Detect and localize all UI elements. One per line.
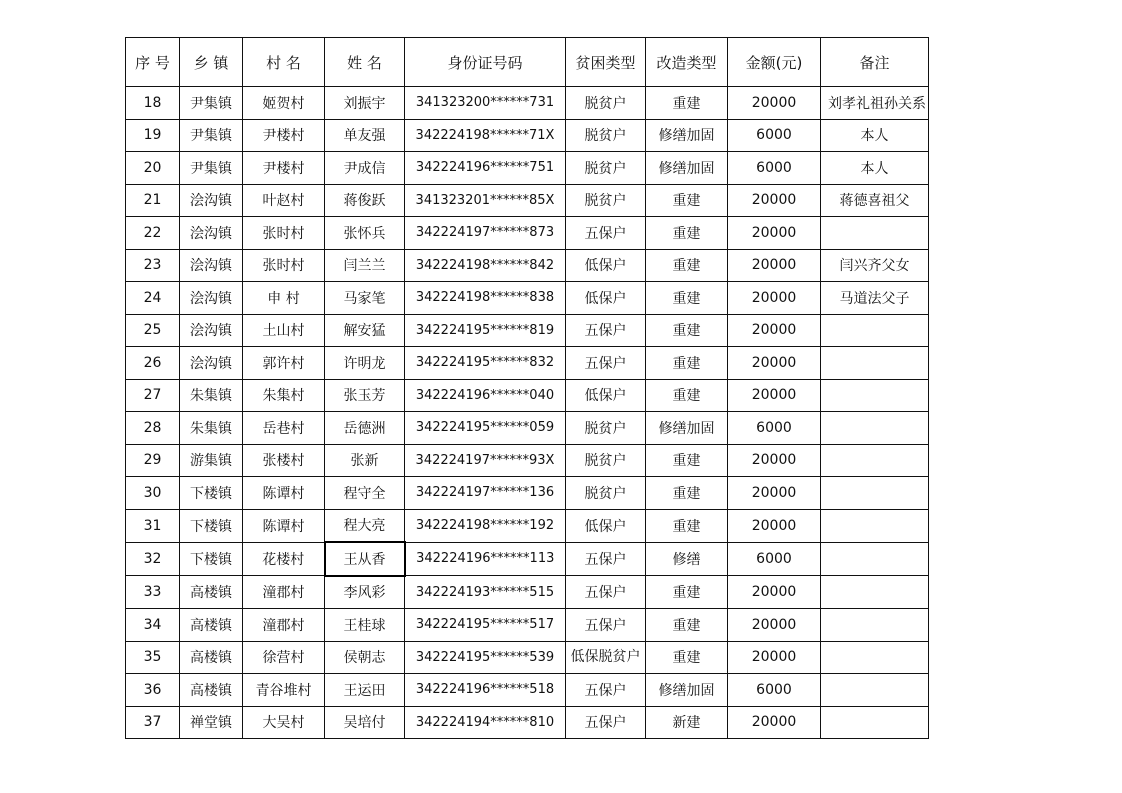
cell-notes [821, 509, 929, 542]
cell-poverty-type: 低保户 [566, 509, 646, 542]
cell-village: 青谷堆村 [243, 674, 325, 707]
cell-index: 20 [126, 152, 180, 185]
poverty-housing-table [125, 37, 929, 739]
header-renovation-type: 改造类型 [646, 38, 728, 87]
cell-poverty-type: 脱贫户 [566, 87, 646, 120]
cell-notes [821, 576, 929, 609]
cell-notes [821, 217, 929, 250]
cell-renovation-type: 重建 [646, 347, 728, 380]
header-poverty-type: 贫困类型 [566, 38, 646, 87]
table-row [126, 509, 929, 542]
cell-township: 浍沟镇 [180, 249, 243, 282]
cell-id-number: 342224195******539 [405, 641, 566, 674]
cell-name: 侯朝志 [325, 641, 405, 674]
cell-name: 王从香 [325, 542, 405, 576]
cell-renovation-type: 重建 [646, 444, 728, 477]
cell-village: 尹楼村 [243, 119, 325, 152]
cell-id-number: 342224198******192 [405, 509, 566, 542]
cell-poverty-type: 五保户 [566, 706, 646, 739]
cell-renovation-type: 重建 [646, 282, 728, 315]
cell-village: 姬贺村 [243, 87, 325, 120]
cell-name: 蒋俊跃 [325, 184, 405, 217]
cell-village: 尹楼村 [243, 152, 325, 185]
cell-name: 张玉芳 [325, 379, 405, 412]
cell-township: 尹集镇 [180, 119, 243, 152]
table-row [126, 184, 929, 217]
table-row [126, 444, 929, 477]
cell-notes [821, 542, 929, 576]
cell-village: 陈谭村 [243, 509, 325, 542]
cell-amount: 6000 [728, 542, 821, 576]
cell-index: 25 [126, 314, 180, 347]
cell-name: 闫兰兰 [325, 249, 405, 282]
cell-id-number: 341323200******731 [405, 87, 566, 120]
cell-amount: 20000 [728, 87, 821, 120]
cell-village: 张楼村 [243, 444, 325, 477]
table-row [126, 152, 929, 185]
table-row [126, 576, 929, 609]
cell-name: 许明龙 [325, 347, 405, 380]
cell-index: 35 [126, 641, 180, 674]
table-row [126, 347, 929, 380]
cell-amount: 6000 [728, 412, 821, 445]
cell-index: 29 [126, 444, 180, 477]
header-village: 村 名 [243, 38, 325, 87]
cell-township: 浍沟镇 [180, 314, 243, 347]
cell-id-number: 342224198******842 [405, 249, 566, 282]
cell-village: 张时村 [243, 249, 325, 282]
cell-index: 34 [126, 609, 180, 642]
cell-poverty-type: 脱贫户 [566, 477, 646, 510]
cell-index: 27 [126, 379, 180, 412]
cell-village: 张时村 [243, 217, 325, 250]
cell-amount: 20000 [728, 314, 821, 347]
cell-name: 李风彩 [325, 576, 405, 609]
table-row [126, 379, 929, 412]
cell-village: 叶赵村 [243, 184, 325, 217]
cell-renovation-type: 修缮加固 [646, 674, 728, 707]
cell-township: 浍沟镇 [180, 282, 243, 315]
table-row [126, 87, 929, 120]
cell-name: 王桂球 [325, 609, 405, 642]
cell-renovation-type: 修缮加固 [646, 412, 728, 445]
cell-notes [821, 706, 929, 739]
cell-poverty-type: 脱贫户 [566, 119, 646, 152]
cell-name: 吴培付 [325, 706, 405, 739]
cell-township: 游集镇 [180, 444, 243, 477]
table-row [126, 217, 929, 250]
cell-name: 张新 [325, 444, 405, 477]
cell-renovation-type: 重建 [646, 314, 728, 347]
cell-village: 郭许村 [243, 347, 325, 380]
cell-village: 陈谭村 [243, 477, 325, 510]
cell-id-number: 342224198******71X [405, 119, 566, 152]
table-row [126, 119, 929, 152]
cell-id-number: 342224196******518 [405, 674, 566, 707]
cell-renovation-type: 重建 [646, 217, 728, 250]
cell-village: 申 村 [243, 282, 325, 315]
cell-poverty-type: 五保户 [566, 347, 646, 380]
cell-name: 张怀兵 [325, 217, 405, 250]
cell-poverty-type: 五保户 [566, 314, 646, 347]
cell-notes [821, 444, 929, 477]
header-row [126, 38, 929, 87]
cell-amount: 20000 [728, 576, 821, 609]
cell-notes [821, 609, 929, 642]
cell-id-number: 342224197******873 [405, 217, 566, 250]
cell-notes [821, 379, 929, 412]
cell-id-number: 342224195******819 [405, 314, 566, 347]
cell-id-number: 342224194******810 [405, 706, 566, 739]
cell-amount: 20000 [728, 444, 821, 477]
cell-village: 岳巷村 [243, 412, 325, 445]
cell-id-number: 342224196******040 [405, 379, 566, 412]
cell-poverty-type: 脱贫户 [566, 444, 646, 477]
cell-township: 高楼镇 [180, 576, 243, 609]
cell-id-number: 342224197******93X [405, 444, 566, 477]
cell-name: 程大亮 [325, 509, 405, 542]
cell-notes: 闫兴齐父女 [821, 249, 929, 282]
cell-village: 徐营村 [243, 641, 325, 674]
cell-amount: 6000 [728, 152, 821, 185]
table-row [126, 706, 929, 739]
cell-index: 37 [126, 706, 180, 739]
cell-notes: 刘孝礼祖孙关系 [821, 87, 929, 120]
cell-index: 23 [126, 249, 180, 282]
cell-index: 28 [126, 412, 180, 445]
cell-poverty-type: 低保户 [566, 379, 646, 412]
cell-name: 刘振宇 [325, 87, 405, 120]
cell-renovation-type: 重建 [646, 249, 728, 282]
table-row [126, 249, 929, 282]
cell-renovation-type: 重建 [646, 576, 728, 609]
cell-poverty-type: 五保户 [566, 542, 646, 576]
cell-notes [821, 314, 929, 347]
header-id-number: 身份证号码 [405, 38, 566, 87]
cell-village: 大吴村 [243, 706, 325, 739]
cell-poverty-type: 脱贫户 [566, 152, 646, 185]
cell-village: 花楼村 [243, 542, 325, 576]
cell-index: 31 [126, 509, 180, 542]
cell-id-number: 342224197******136 [405, 477, 566, 510]
cell-township: 尹集镇 [180, 152, 243, 185]
cell-poverty-type: 低保脱贫户 [566, 641, 646, 674]
cell-notes [821, 412, 929, 445]
cell-poverty-type: 脱贫户 [566, 184, 646, 217]
cell-renovation-type: 修缮加固 [646, 152, 728, 185]
cell-township: 禅堂镇 [180, 706, 243, 739]
header-notes: 备注 [821, 38, 929, 87]
cell-amount: 20000 [728, 347, 821, 380]
cell-amount: 20000 [728, 249, 821, 282]
cell-renovation-type: 重建 [646, 184, 728, 217]
cell-id-number: 342224198******838 [405, 282, 566, 315]
cell-township: 浍沟镇 [180, 347, 243, 380]
cell-name: 王运田 [325, 674, 405, 707]
cell-amount: 6000 [728, 119, 821, 152]
cell-renovation-type: 修缮 [646, 542, 728, 576]
cell-township: 高楼镇 [180, 641, 243, 674]
cell-renovation-type: 重建 [646, 641, 728, 674]
cell-notes [821, 477, 929, 510]
cell-village: 潼郡村 [243, 609, 325, 642]
cell-village: 朱集村 [243, 379, 325, 412]
cell-poverty-type: 低保户 [566, 282, 646, 315]
cell-name: 岳德洲 [325, 412, 405, 445]
cell-amount: 20000 [728, 641, 821, 674]
cell-amount: 6000 [728, 674, 821, 707]
cell-renovation-type: 重建 [646, 87, 728, 120]
cell-amount: 20000 [728, 379, 821, 412]
cell-township: 朱集镇 [180, 412, 243, 445]
cell-amount: 20000 [728, 282, 821, 315]
cell-name: 单友强 [325, 119, 405, 152]
table-row [126, 282, 929, 315]
cell-poverty-type: 五保户 [566, 576, 646, 609]
cell-index: 26 [126, 347, 180, 380]
cell-township: 下楼镇 [180, 542, 243, 576]
cell-notes: 马道法父子 [821, 282, 929, 315]
cell-id-number: 342224193******515 [405, 576, 566, 609]
header-township: 乡 镇 [180, 38, 243, 87]
cell-index: 22 [126, 217, 180, 250]
cell-amount: 20000 [728, 609, 821, 642]
cell-index: 24 [126, 282, 180, 315]
cell-notes: 本人 [821, 152, 929, 185]
cell-index: 30 [126, 477, 180, 510]
cell-index: 33 [126, 576, 180, 609]
cell-name: 程守全 [325, 477, 405, 510]
cell-renovation-type: 重建 [646, 477, 728, 510]
cell-id-number: 342224196******751 [405, 152, 566, 185]
table-row [126, 477, 929, 510]
header-index: 序 号 [126, 38, 180, 87]
cell-amount: 20000 [728, 184, 821, 217]
cell-notes [821, 674, 929, 707]
cell-index: 18 [126, 87, 180, 120]
cell-poverty-type: 脱贫户 [566, 412, 646, 445]
cell-village: 土山村 [243, 314, 325, 347]
cell-renovation-type: 重建 [646, 609, 728, 642]
cell-notes: 本人 [821, 119, 929, 152]
cell-index: 19 [126, 119, 180, 152]
cell-index: 32 [126, 542, 180, 576]
cell-renovation-type: 修缮加固 [646, 119, 728, 152]
cell-notes: 蒋德喜祖父 [821, 184, 929, 217]
cell-poverty-type: 五保户 [566, 217, 646, 250]
cell-notes [821, 641, 929, 674]
cell-township: 尹集镇 [180, 87, 243, 120]
cell-index: 36 [126, 674, 180, 707]
cell-name: 马家笔 [325, 282, 405, 315]
cell-name: 尹成信 [325, 152, 405, 185]
cell-amount: 20000 [728, 217, 821, 250]
table-row [126, 641, 929, 674]
cell-poverty-type: 五保户 [566, 674, 646, 707]
header-name: 姓 名 [325, 38, 405, 87]
cell-renovation-type: 重建 [646, 379, 728, 412]
cell-township: 高楼镇 [180, 609, 243, 642]
table-row [126, 314, 929, 347]
table-row [126, 674, 929, 707]
cell-index: 21 [126, 184, 180, 217]
cell-poverty-type: 低保户 [566, 249, 646, 282]
cell-township: 下楼镇 [180, 477, 243, 510]
header-amount: 金额(元) [728, 38, 821, 87]
cell-name: 解安猛 [325, 314, 405, 347]
cell-notes [821, 347, 929, 380]
cell-id-number: 341323201******85X [405, 184, 566, 217]
cell-township: 下楼镇 [180, 509, 243, 542]
cell-township: 浍沟镇 [180, 184, 243, 217]
table-row [126, 609, 929, 642]
cell-renovation-type: 重建 [646, 509, 728, 542]
cell-village: 潼郡村 [243, 576, 325, 609]
cell-township: 浍沟镇 [180, 217, 243, 250]
cell-renovation-type: 新建 [646, 706, 728, 739]
cell-id-number: 342224195******059 [405, 412, 566, 445]
cell-id-number: 342224195******832 [405, 347, 566, 380]
cell-township: 朱集镇 [180, 379, 243, 412]
table-row [126, 542, 929, 576]
table-row [126, 412, 929, 445]
cell-amount: 20000 [728, 477, 821, 510]
cell-amount: 20000 [728, 509, 821, 542]
cell-id-number: 342224195******517 [405, 609, 566, 642]
cell-poverty-type: 五保户 [566, 609, 646, 642]
cell-id-number: 342224196******113 [405, 542, 566, 576]
cell-township: 高楼镇 [180, 674, 243, 707]
cell-amount: 20000 [728, 706, 821, 739]
